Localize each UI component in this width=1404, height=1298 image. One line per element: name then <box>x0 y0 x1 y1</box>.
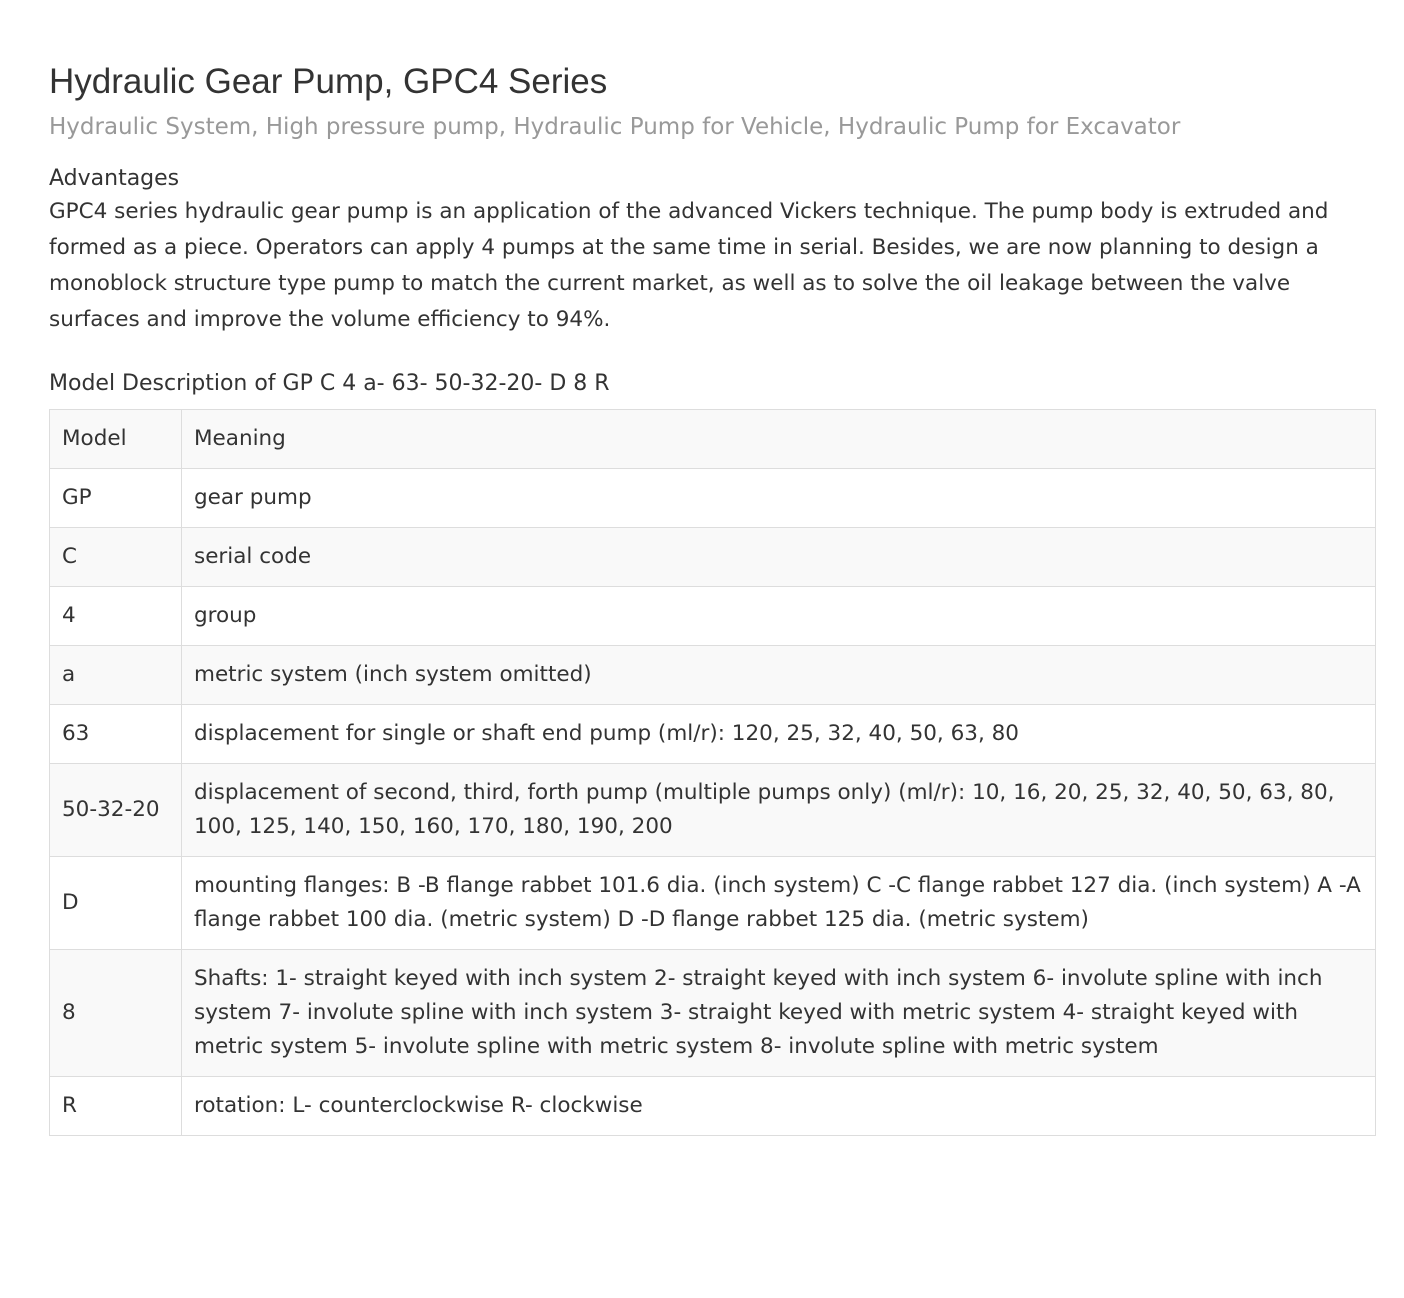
meaning-cell: metric system (inch system omitted) <box>182 646 1376 705</box>
page-subtitle: Hydraulic System, High pressure pump, Hydraulic Pump for Vehicle, Hydraulic Pump for Excavator <box>49 114 1181 140</box>
table-row <box>50 469 1376 528</box>
table-row <box>50 705 1376 764</box>
advantages-heading: Advantages <box>49 166 180 191</box>
meaning-cell: Shafts: 1- straight keyed with inch system 2- straight keyed with inch system 6- involute spline with inch system 7- involute spline with inch system 3- straight keyed with metric system 4- straight keyed with metric system 5- involute spline with metric system 8- involute spline with metric system <box>182 950 1376 1077</box>
meaning-cell: gear pump <box>182 469 1376 528</box>
model-cell: C <box>50 528 182 587</box>
model-description-heading: Model Description of GP C 4 a- 63- 50-32-20- D 8 R <box>49 371 610 396</box>
model-cell: R <box>50 1077 182 1136</box>
model-cell: D <box>50 857 182 950</box>
meaning-cell: displacement of second, third, forth pump (multiple pumps only) (ml/r): 10, 16, 20, 25, 32, 40, 50, 63, 80, 100, 125, 140, 150, 160, 170, 180, 190, 200 <box>182 764 1376 857</box>
model-cell: 8 <box>50 950 182 1077</box>
column-header-meaning: Meaning <box>182 410 1376 469</box>
column-header-model: Model <box>50 410 182 469</box>
model-cell: a <box>50 646 182 705</box>
model-cell: 50-32-20 <box>50 764 182 857</box>
meaning-cell: mounting flanges: B -B flange rabbet 101.6 dia. (inch system) C -C flange rabbet 127 dia. (inch system) A -A flange rabbet 100 dia. (metric system) D -D flange rabbet 125 dia. (metric system) <box>182 857 1376 950</box>
table-row <box>50 528 1376 587</box>
model-description-table <box>49 409 1376 1136</box>
page-title: Hydraulic Gear Pump, GPC4 Series <box>49 62 608 101</box>
meaning-cell: serial code <box>182 528 1376 587</box>
model-cell: 63 <box>50 705 182 764</box>
table-row <box>50 1077 1376 1136</box>
table-header-row <box>50 410 1376 469</box>
table-row <box>50 857 1376 950</box>
table-row <box>50 646 1376 705</box>
meaning-cell: displacement for single or shaft end pump (ml/r): 120, 25, 32, 40, 50, 63, 80 <box>182 705 1376 764</box>
table-row <box>50 950 1376 1077</box>
meaning-cell: rotation: L- counterclockwise R- clockwise <box>182 1077 1376 1136</box>
advantages-text: GPC4 series hydraulic gear pump is an application of the advanced Vickers technique. The pump body is extruded and formed as a piece. Operators can apply 4 pumps at the same time in serial. Besides, we are now planning to design a monoblock structure type pump to match the current market, as well as to solve the oil leakage between the valve surfaces and improve the volume efficiency to 94%. <box>49 199 1329 332</box>
model-cell: 4 <box>50 587 182 646</box>
model-cell: GP <box>50 469 182 528</box>
table-row <box>50 587 1376 646</box>
meaning-cell: group <box>182 587 1376 646</box>
table-row <box>50 764 1376 857</box>
